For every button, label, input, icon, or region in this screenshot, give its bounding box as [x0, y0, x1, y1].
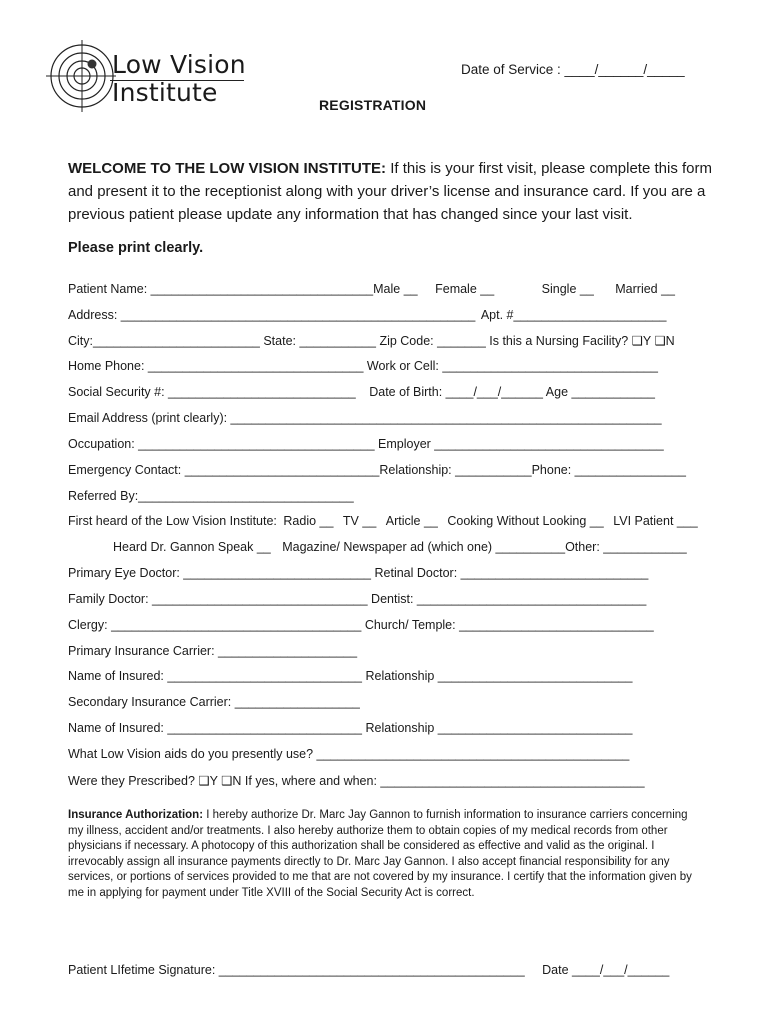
- emergency-phone-field[interactable]: Phone: ________________: [531, 463, 686, 477]
- secondary-insured-relationship-field[interactable]: Relationship ____________________________: [365, 721, 633, 735]
- prescribed-checkbox[interactable]: Were they Prescribed? ❑Y ❑N: [68, 774, 242, 788]
- clergy-field[interactable]: Clergy: ____________________________________: [68, 618, 362, 632]
- address-row: [68, 308, 666, 322]
- insurance-authorization-paragraph: [68, 808, 703, 902]
- where-when-field[interactable]: If yes, where and when: ______________________________________: [244, 774, 645, 788]
- phone-row: [68, 359, 658, 373]
- low-vision-aids-row: [68, 747, 629, 761]
- secondary-insurance-row: [68, 695, 360, 709]
- secondary-insured-name-field[interactable]: Name of Insured: ____________________________: [68, 721, 363, 735]
- ssn-field[interactable]: Social Security #: ___________________________: [68, 385, 356, 399]
- authorization-text: I hereby authorize Dr. Marc Jay Gannon to furnish information to insurance carriers concerning my illness, accident and/or treatments. I also hereby authorize them to obtain copies of my medical records from other physicians if necessary. A photocopy of this authorization shall be considered as effective and valid as the original. I irrevocably assign all insurance payments directly to Dr. Marc Jay Gannon. I also accept financial responsibility for any services, or portions of services provided to me that are not covered by my insurance. I certify that the information given by me in applying for payment under Title XVIII of the Social Security Act is correct.: [68, 809, 692, 899]
- employer-field[interactable]: Employer _________________________________: [378, 437, 664, 451]
- family-doctor-row: [68, 592, 646, 606]
- primary-eye-doctor-field[interactable]: Primary Eye Doctor: ___________________________: [68, 566, 372, 580]
- work-cell-field[interactable]: Work or Cell: _______________________________: [366, 359, 658, 373]
- city-field[interactable]: City:________________________: [68, 334, 260, 348]
- low-vision-aids-field[interactable]: What Low Vision aids do you presently use? _____________________________________________: [68, 747, 630, 761]
- logo-text-line1: Low Vision: [112, 50, 246, 79]
- apt-field[interactable]: Apt. #______________________: [480, 308, 667, 322]
- family-doctor-field[interactable]: Family Doctor: _______________________________: [68, 592, 368, 606]
- eye-doctor-row: [68, 566, 648, 580]
- email-row: [68, 411, 662, 425]
- referred-by-field[interactable]: Referred By:_______________________________: [68, 489, 354, 503]
- page-title: REGISTRATION: [319, 97, 427, 113]
- emergency-contact-field[interactable]: Emergency Contact: ____________________________: [68, 463, 380, 477]
- magazine-newspaper-option[interactable]: Magazine/ Newspaper ad (which one) __________: [282, 540, 566, 554]
- home-phone-field[interactable]: Home Phone: _______________________________: [68, 359, 364, 373]
- patient-name-row: [68, 282, 675, 296]
- primary-insured-row: [68, 669, 632, 683]
- secondary-insurance-field[interactable]: Secondary Insurance Carrier: __________________: [68, 695, 360, 709]
- male-option[interactable]: Male __: [373, 282, 418, 296]
- secondary-insured-row: [68, 721, 632, 735]
- welcome-text: If this is your first visit, please complete this form and present it to the receptionist along with your driver’s license and insurance card. If you are a previous patient please update any information that has changed since your last visit.: [68, 160, 712, 223]
- primary-insured-relationship-field[interactable]: Relationship ____________________________: [365, 669, 633, 683]
- other-option[interactable]: Other: ____________: [565, 540, 687, 554]
- welcome-heading: WELCOME TO THE LOW VISION INSTITUTE:: [68, 160, 387, 177]
- logo: [46, 40, 246, 112]
- radio-option[interactable]: Radio __: [283, 514, 334, 528]
- state-field[interactable]: State: ___________: [263, 334, 376, 348]
- patient-name-field[interactable]: Patient Name: ________________________________: [68, 282, 374, 296]
- logo-text-line2: Institute: [112, 78, 218, 107]
- target-logo-icon: [46, 40, 116, 112]
- married-option[interactable]: Married __: [615, 282, 676, 296]
- lvi-patient-option[interactable]: LVI Patient ___: [613, 514, 698, 528]
- signature-date-field[interactable]: Date ____/___/______: [542, 963, 670, 977]
- date-of-birth-field[interactable]: Date of Birth: ____/___/______: [369, 385, 543, 399]
- article-option[interactable]: Article __: [385, 514, 438, 528]
- primary-insurance-field[interactable]: Primary Insurance Carrier: ____________________: [68, 644, 358, 658]
- occupation-row: [68, 437, 664, 451]
- clergy-row: [68, 618, 654, 632]
- occupation-field[interactable]: Occupation: __________________________________: [68, 437, 375, 451]
- zip-field[interactable]: Zip Code: _______: [379, 334, 486, 348]
- female-option[interactable]: Female __: [435, 282, 495, 296]
- emergency-contact-row: [68, 463, 686, 477]
- first-heard-label: First heard of the Low Vision Institute:: [68, 514, 277, 528]
- prescribed-row: [68, 773, 645, 788]
- date-of-service-field[interactable]: Date of Service : ____/______/_____: [461, 62, 685, 77]
- print-clearly-note: Please print clearly.: [68, 240, 204, 256]
- first-heard-row: [68, 514, 698, 528]
- city-row: [68, 333, 675, 348]
- welcome-paragraph: [68, 157, 718, 226]
- email-field[interactable]: Email Address (print clearly): ______________________________________________________________: [68, 411, 662, 425]
- authorization-label: Insurance Authorization:: [68, 809, 204, 821]
- ssn-row: [68, 385, 655, 399]
- dentist-field[interactable]: Dentist: _________________________________: [371, 592, 647, 606]
- primary-insurance-row: [68, 644, 357, 658]
- address-field[interactable]: Address: ___________________________________________________: [68, 308, 476, 322]
- signature-field[interactable]: Patient LIfetime Signature: ____________________________________________: [68, 963, 525, 977]
- single-option[interactable]: Single __: [541, 282, 594, 296]
- signature-row: [68, 963, 669, 977]
- first-heard-row-2: [113, 540, 687, 554]
- cooking-without-looking-option[interactable]: Cooking Without Looking __: [447, 514, 604, 528]
- nursing-facility-checkbox[interactable]: Is this a Nursing Facility? ❑Y ❑N: [489, 334, 675, 348]
- church-temple-field[interactable]: Church/ Temple: ____________________________: [364, 618, 654, 632]
- tv-option[interactable]: TV __: [342, 514, 377, 528]
- primary-insured-name-field[interactable]: Name of Insured: ____________________________: [68, 669, 363, 683]
- heard-dr-gannon-option[interactable]: Heard Dr. Gannon Speak __: [113, 540, 271, 554]
- age-field[interactable]: Age ____________: [545, 385, 655, 399]
- referred-by-row: [68, 489, 354, 503]
- emergency-relationship-field[interactable]: Relationship: ___________: [379, 463, 532, 477]
- retinal-doctor-field[interactable]: Retinal Doctor: ___________________________: [374, 566, 649, 580]
